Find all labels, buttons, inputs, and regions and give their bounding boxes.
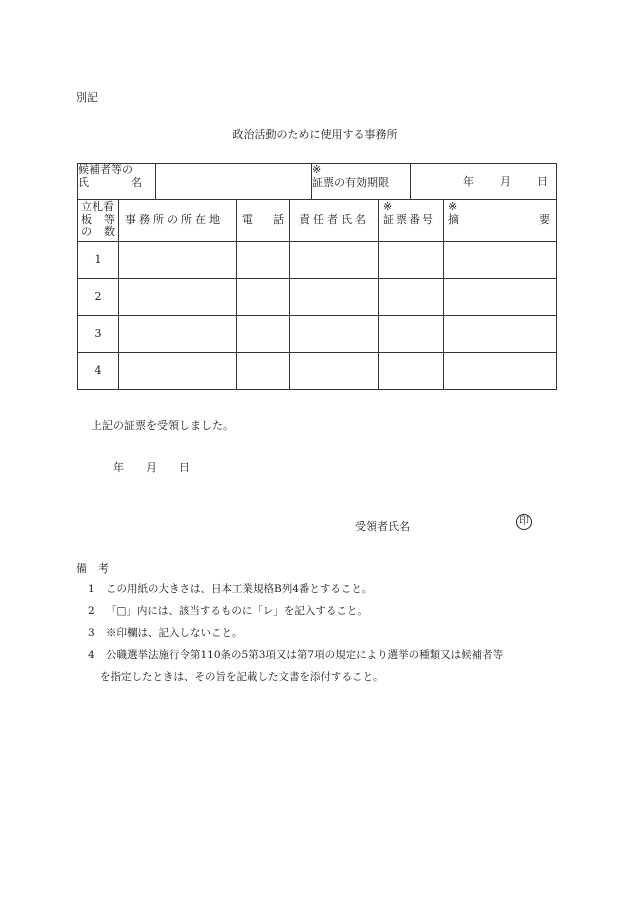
manager-cell[interactable] — [290, 316, 379, 353]
note-item-continuation: を指定したときは、その旨を記載した文書を添付すること。 — [100, 671, 384, 683]
col-sign-line1: 立札看 — [81, 200, 114, 213]
notes-title: 備 考 — [76, 562, 109, 575]
note-text: 「□」内には、該当するものに「レ」を記入すること。 — [106, 605, 368, 617]
phone-cell[interactable] — [237, 242, 290, 279]
col-sign-tou: 等 — [104, 212, 115, 226]
validity-label: 証票の有効期限 — [312, 175, 389, 189]
row-number: 1 — [78, 242, 119, 279]
phone-cell[interactable] — [237, 279, 290, 316]
col-remarks — [444, 200, 557, 242]
receiver-name-label: 受領者氏名 — [355, 520, 410, 533]
col-address: 事務所の所在地 — [119, 200, 237, 242]
remarks-cell[interactable] — [444, 353, 557, 390]
note-item — [88, 581, 372, 596]
col-cert-mark: ※ — [383, 200, 393, 213]
candidate-label-line1: 候補者等の — [78, 163, 133, 176]
office-table — [77, 199, 557, 390]
col-sign-count — [78, 200, 119, 242]
remarks-cell[interactable] — [444, 242, 557, 279]
col-remarks-teki: 摘 — [448, 212, 459, 226]
validity-date-field[interactable] — [411, 164, 557, 200]
validity-year: 年 — [463, 175, 474, 189]
col-sign-line3 — [81, 226, 115, 239]
validity-mark: ※ — [312, 163, 322, 176]
table-row — [78, 279, 557, 316]
cert-cell[interactable] — [379, 242, 444, 279]
col-remarks-you: 要 — [539, 212, 550, 226]
row-number: 3 — [78, 316, 119, 353]
validity-label-cell — [312, 164, 411, 200]
col-sign-kazu: 数 — [104, 225, 115, 239]
col-phone-wa: 話 — [273, 213, 284, 227]
table-row — [78, 316, 557, 353]
note-text: この用紙の大きさは、日本工業規格B列4番とすること。 — [106, 583, 373, 595]
col-sign-ita: 板 — [81, 212, 92, 226]
col-phone — [237, 200, 290, 242]
manager-cell[interactable] — [290, 279, 379, 316]
cert-cell[interactable] — [379, 353, 444, 390]
document-label: 別記 — [76, 91, 98, 104]
table-row — [78, 242, 557, 279]
note-number: 3 — [88, 627, 95, 639]
col-remarks-mark: ※ — [448, 200, 458, 213]
validity-day: 日 — [537, 175, 548, 189]
col-manager: 責任者氏名 — [290, 200, 379, 242]
note-number: 2 — [88, 605, 95, 617]
document-title: 政治活動のために使用する事務所 — [232, 128, 398, 141]
col-cert-label: 証票番号 — [383, 212, 435, 226]
phone-cell[interactable] — [237, 316, 290, 353]
note-number: 4 — [88, 649, 95, 661]
phone-cell[interactable] — [237, 353, 290, 390]
note-item — [88, 647, 503, 662]
row-number: 4 — [78, 353, 119, 390]
manager-cell[interactable] — [290, 242, 379, 279]
candidate-label-line2 — [78, 177, 142, 190]
candidate-table — [77, 163, 557, 200]
remarks-cell[interactable] — [444, 279, 557, 316]
cert-cell[interactable] — [379, 279, 444, 316]
col-remarks-label — [448, 214, 550, 227]
col-cert — [379, 200, 444, 242]
note-item — [88, 603, 368, 618]
row-number: 2 — [78, 279, 119, 316]
address-cell[interactable] — [119, 279, 237, 316]
seal-icon: 印 — [516, 514, 532, 530]
receipt-statement: 上記の証票を受領しました。 — [91, 419, 234, 432]
address-cell[interactable] — [119, 242, 237, 279]
col-phone-den: 電 — [242, 213, 253, 227]
note-text: 公職選挙法施行令第110条の5第3項又は第7項の規定により選挙の種類又は候補者等 — [106, 649, 504, 661]
receipt-date-line: 年 月 日 — [113, 461, 190, 474]
candidate-label-cell — [78, 164, 156, 200]
candidate-name-field[interactable] — [156, 164, 312, 200]
remarks-cell[interactable] — [444, 316, 557, 353]
col-sign-no: の — [81, 225, 92, 239]
table-header-row — [78, 200, 557, 242]
candidate-label-mei: 名 — [131, 175, 142, 189]
note-item — [88, 625, 243, 640]
validity-month: 月 — [500, 175, 511, 189]
note-number: 1 — [88, 583, 95, 595]
address-cell[interactable] — [119, 353, 237, 390]
table-row — [78, 353, 557, 390]
cert-cell[interactable] — [379, 316, 444, 353]
manager-cell[interactable] — [290, 353, 379, 390]
candidate-label-shi: 氏 — [78, 175, 89, 189]
note-text: ※印欄は、記入しないこと。 — [106, 627, 243, 639]
address-cell[interactable] — [119, 316, 237, 353]
